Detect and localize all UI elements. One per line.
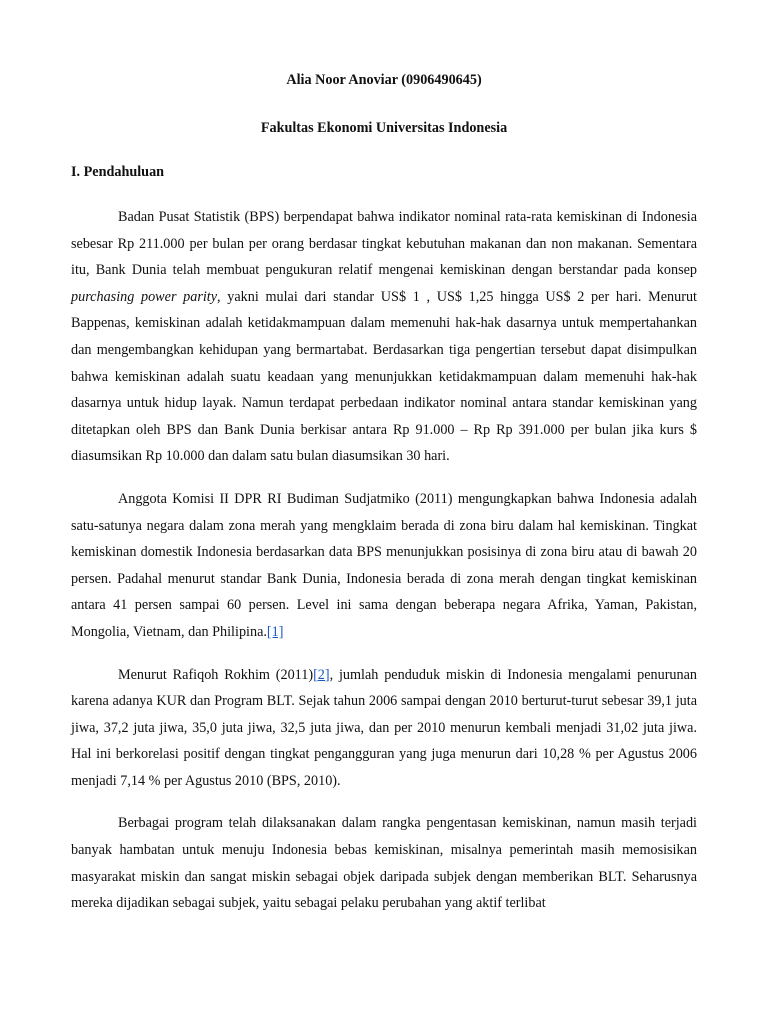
document-page [71, 70, 697, 917]
section-heading: I. Pendahuluan [71, 164, 165, 180]
author-line: Alia Noor Anoviar (0906490645) [286, 72, 482, 88]
footnote-link-1[interactable]: [1] [266, 623, 284, 640]
paragraph-4 [71, 810, 697, 916]
paragraph-2 [71, 486, 697, 646]
footnote-link-2[interactable]: [2] [313, 666, 330, 683]
paragraph-1-text-b: , yakni mulai dari standar US$ 1 , US$ 1,25 hingga US$ 2 per hari. Menurut Bappenas, kemiskinan adalah ketidakmampuan dalam memenuhi hak-hak dasarnya untuk mempertahankan dan mengembangkan kehidupan yang bermartabat. Berdasarkan tiga pengertian tersebut dapat disimpulkan bahwa kemiskinan adalah suatu keadaan yang menunjukkan ketidakmampuan dalam memenuhi hak-hak dasarnya untuk hidup layak. Namun terdapat perbedaan indikator nominal antara standar kemiskinan yang ditetapkan oleh BPS dan Bank Dunia berkisar antara Rp 91.000 – Rp Rp 391.000 per bulan jika kurs $ diasumsikan Rp 10.000 dan dalam satu bulan diasumsikan 30 hari. [71, 288, 697, 465]
faculty-line: Fakultas Ekonomi Universitas Indonesia [260, 120, 508, 136]
paragraph-1-italic-term: purchasing power parity [71, 288, 218, 305]
paragraph-1-text-a: Badan Pusat Statistik (BPS) berpendapat bahwa indikator nominal rata-rata kemiskinan di Indonesia sebesar Rp 211.000 per bulan per orang berdasar tingkat kebutuhan makanan dan non makanan. Sementara itu, Bank Dunia telah membuat pengukuran relatif mengenai kemiskinan dengan berstandar pada konsep [71, 209, 697, 279]
paragraph-4-text: Berbagai program telah dilaksanakan dalam rangka pengentasan kemiskinan, namun masih terjadi banyak hambatan untuk menuju Indonesia bebas kemiskinan, misalnya pemerintah masih memosisikan masyarakat miskin dan sangat miskin sebagai objek daripada subjek dengan memberikan BLT. Seharusnya mereka dijadikan sebagai subjek, yaitu sebagai pelaku perubahan yang aktif terlibat [71, 815, 697, 912]
paragraph-3 [71, 662, 697, 795]
paragraph-2-text: Anggota Komisi II DPR RI Budiman Sudjatmiko (2011) mengungkapkan bahwa Indonesia adalah satu-satunya negara dalam zona merah yang mengklaim berada di zona biru dalam hal kemiskinan. Tingkat kemiskinan domestik Indonesia berdasarkan data BPS menunjukkan posisinya di zona biru atau di bawah 20 persen. Padahal menurut standar Bank Dunia, Indonesia berada di zona merah dengan tingkat kemiskinan antara 41 persen sampai 60 persen. Level ini sama dengan beberapa negara Afrika, Yaman, Pakistan, Mongolia, Vietnam, dan Philipina. [71, 490, 697, 640]
paragraph-1 [71, 204, 697, 470]
paragraph-3-text-b: , jumlah penduduk miskin di Indonesia mengalami penurunan karena adanya KUR dan Program BLT. Sejak tahun 2006 sampai dengan 2010 berturut-turut sebesar 39,1 juta jiwa, 37,2 juta jiwa, 35,0 juta jiwa, 32,5 juta jiwa, dan per 2010 menurun kembali menjadi 31,02 juta jiwa. Hal ini berkorelasi positif dengan tingkat pengangguran yang juga menurun dari 10,28 % per Agustus 2006 menjadi 7,14 % per Agustus 2010 (BPS, 2010). [71, 666, 698, 789]
paragraph-3-text-a: Menurut Rafiqoh Rokhim (2011) [118, 666, 314, 683]
